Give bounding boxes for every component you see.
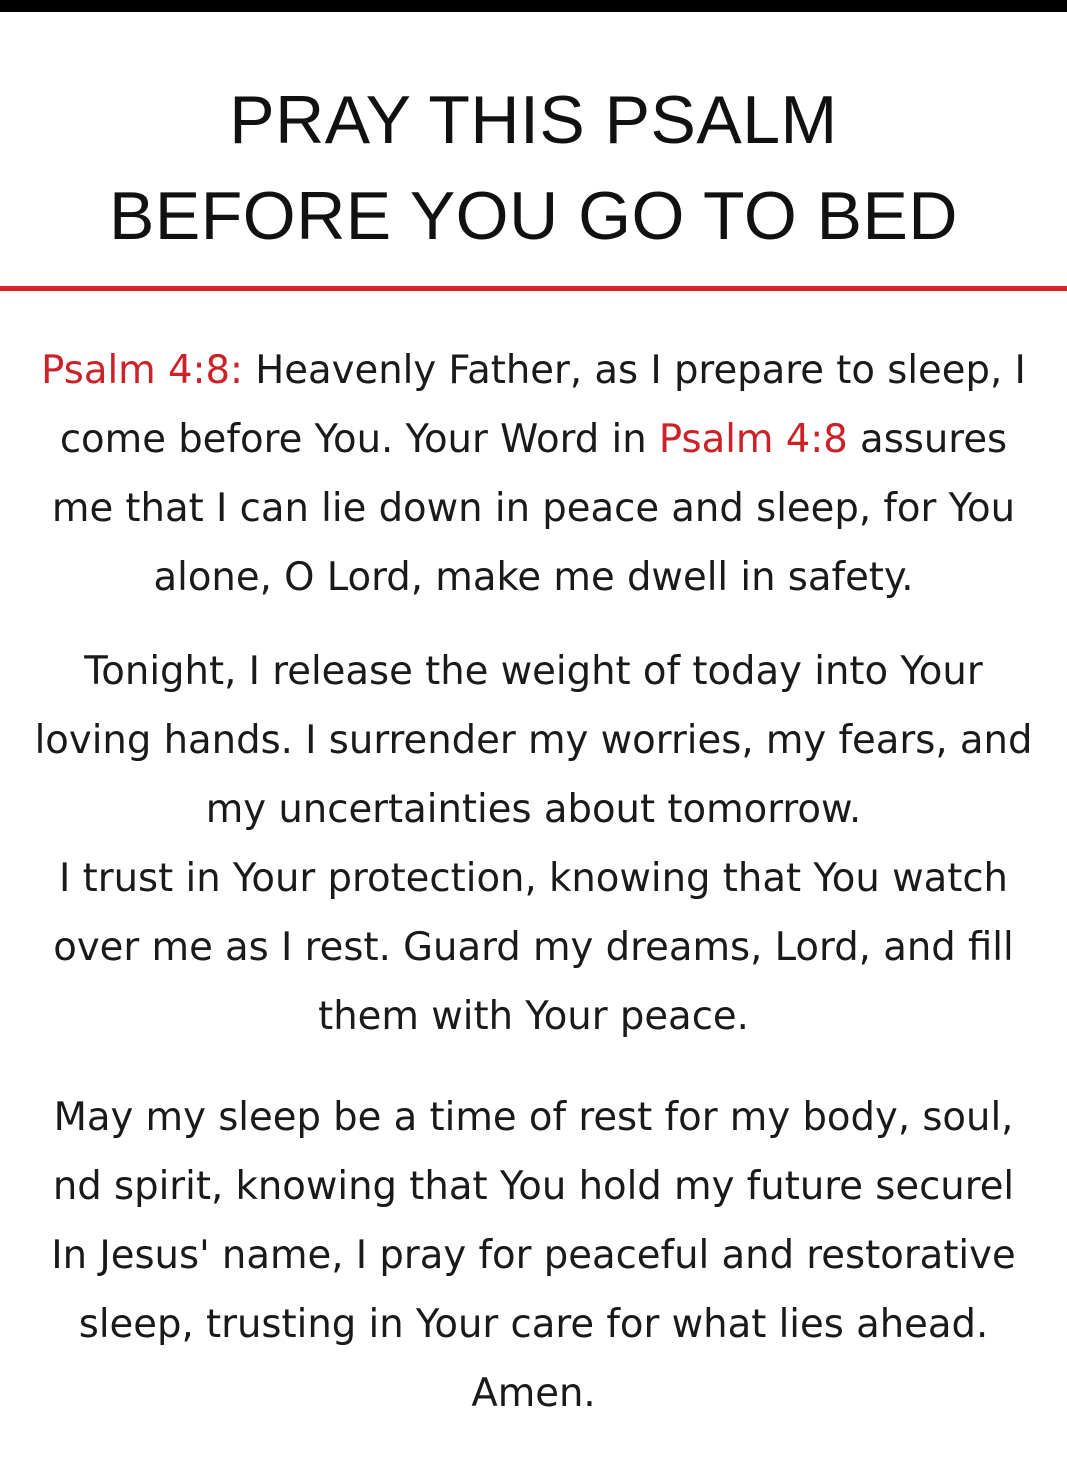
paragraph-line: me that I can lie down in peace and sleep, for You [51, 486, 1016, 531]
red-divider [0, 286, 1067, 291]
paragraph-line: loving hands. I surrender my worries, my fears, and [34, 718, 1033, 763]
paragraph-line: I trust in Your protection, knowing that You watch [58, 856, 1009, 901]
title-line-2: BEFORE YOU GO TO BED [109, 178, 958, 254]
paragraph-text: come before You. Your Word in [59, 417, 659, 462]
paragraph-line: my uncertainties about tomorrow. [205, 787, 862, 832]
psalm-reference: Psalm 4:8 [658, 417, 848, 462]
paragraph-line: nd spirit, knowing that You hold my future securel [52, 1164, 1015, 1209]
psalm-reference: Psalm 4:8: [41, 348, 244, 393]
paragraph-psalm-reference [0, 336, 1067, 612]
paragraph-line: Tonight, I release the weight of today into Your [84, 649, 983, 694]
title-line-1: PRAY THIS PSALM [229, 82, 838, 158]
paragraph-text: assures [847, 417, 1008, 462]
paragraph-text: Heavenly Father, as I prepare to sleep, I [243, 348, 1026, 393]
paragraph-line: them with Your peace. [318, 994, 749, 1039]
paragraph-line [6, 405, 1061, 474]
paragraph-line: May my sleep be a time of rest for my body, soul, [53, 1095, 1014, 1140]
paragraph-line [6, 336, 1061, 405]
page-title [0, 72, 1067, 264]
paragraph-closing-prayer [0, 1083, 1067, 1428]
paragraph-release-worries [0, 637, 1067, 1051]
paragraph-line: alone, O Lord, make me dwell in safety. [153, 555, 914, 600]
amen-line: Amen. [471, 1371, 596, 1416]
paragraph-line: over me as I rest. Guard my dreams, Lord, and fill [53, 925, 1014, 970]
paragraph-line: sleep, trusting in Your care for what lies ahead. [78, 1302, 989, 1347]
top-black-bar [0, 0, 1067, 12]
paragraph-line: In Jesus' name, I pray for peaceful and restorative [51, 1233, 1016, 1278]
